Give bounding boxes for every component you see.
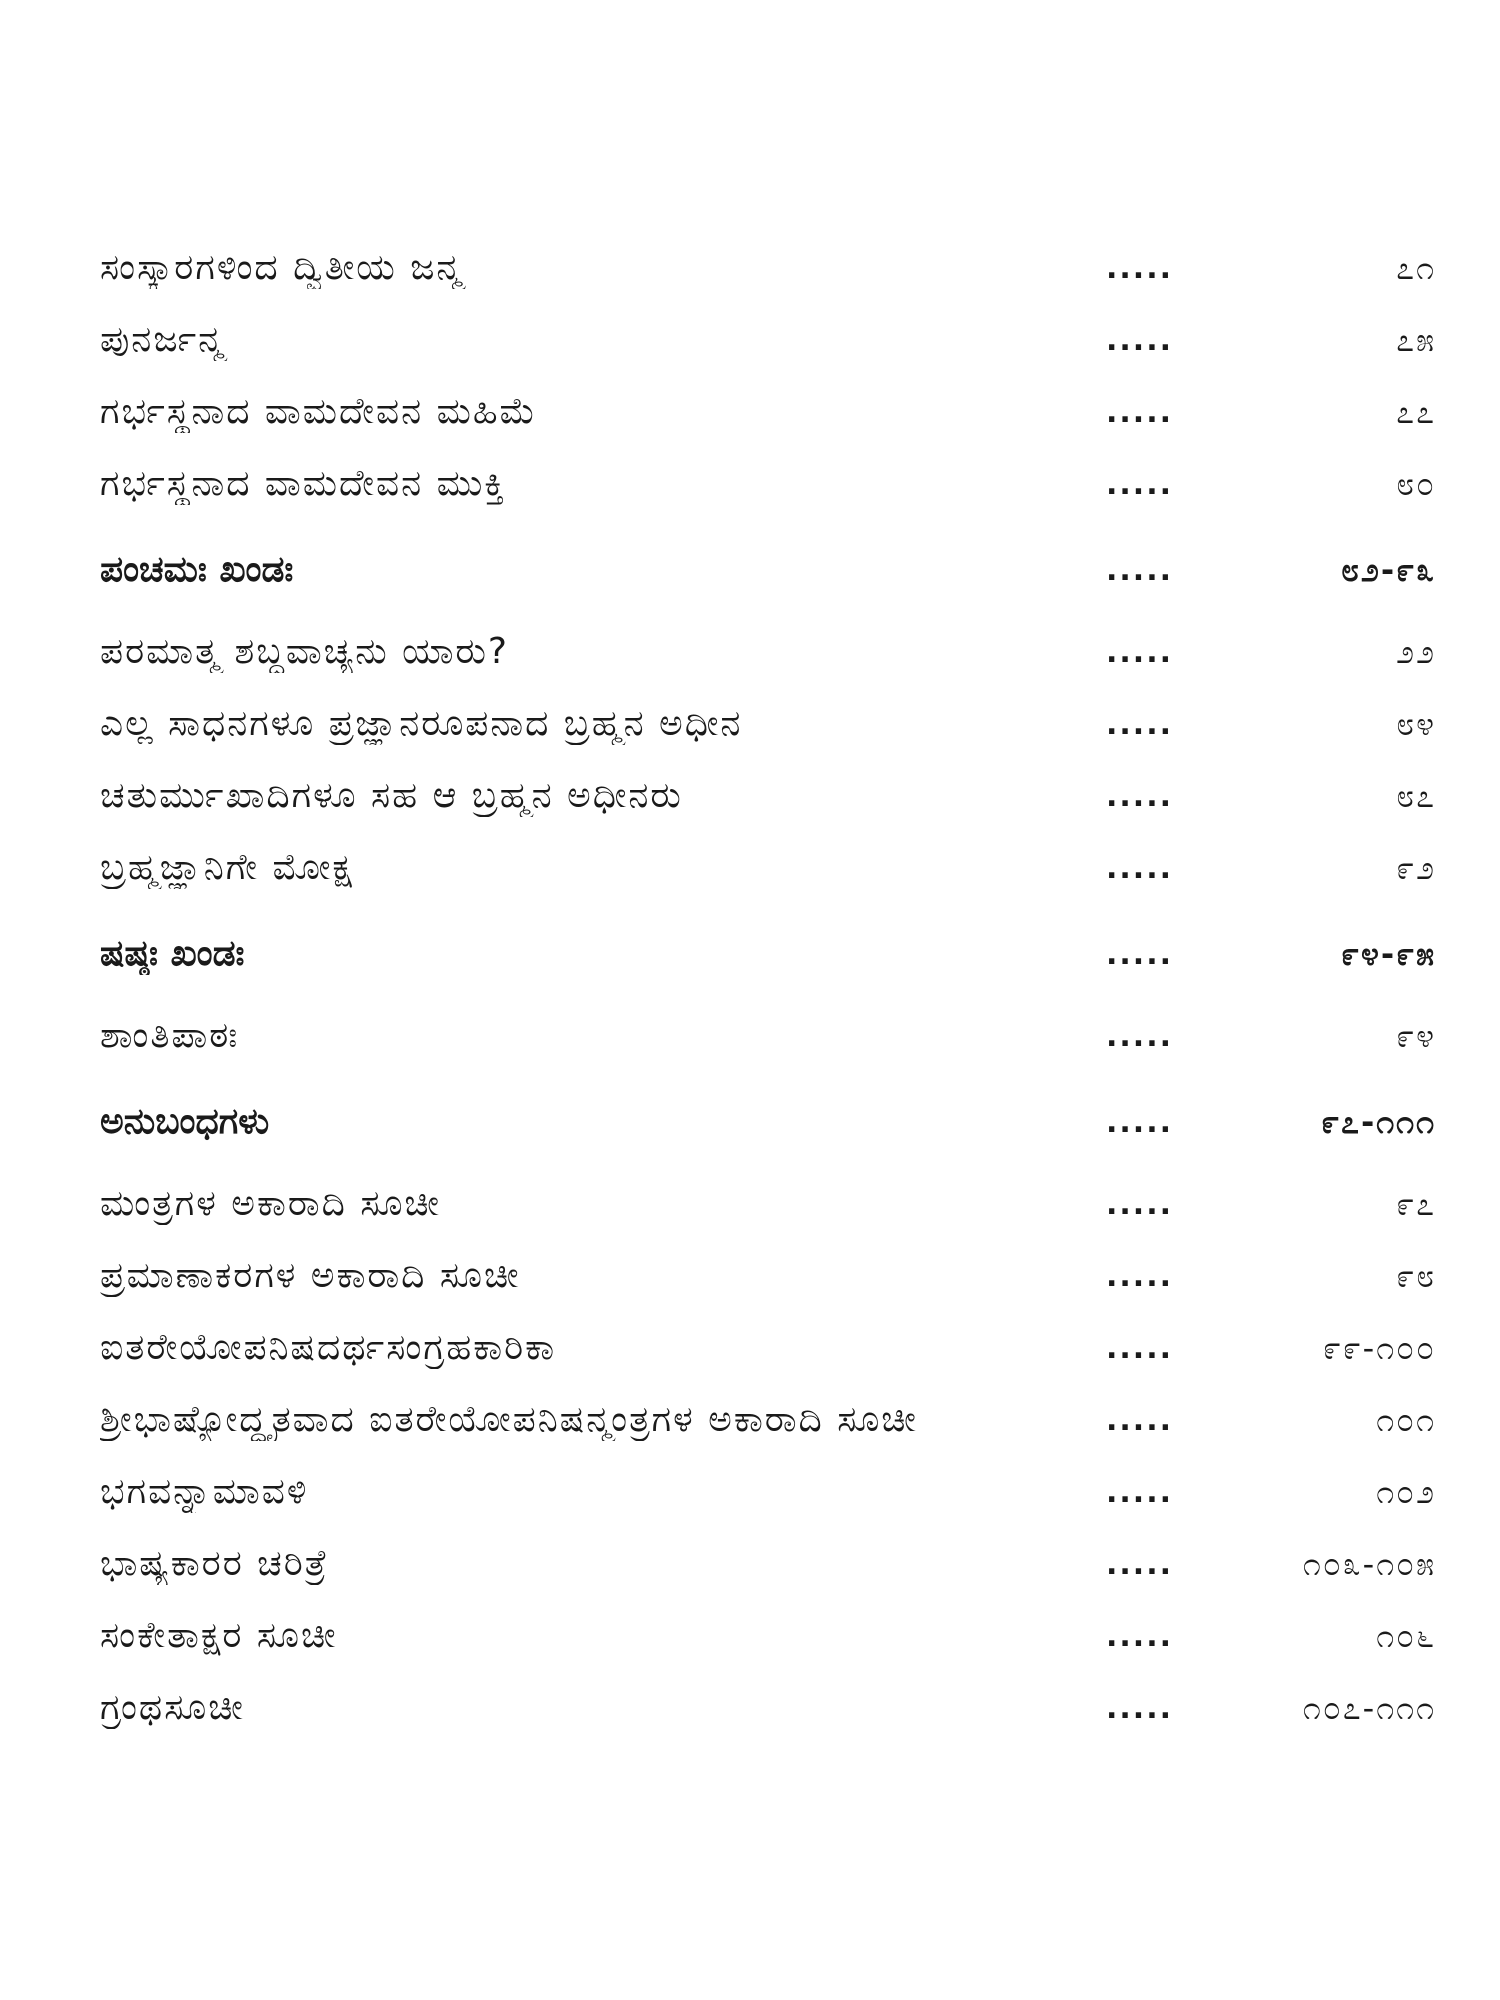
toc-dot-leader: ..... [1106,1104,1173,1140]
toc-entry [100,1168,1436,1240]
toc-page-number: ೧೦೧ [1376,1400,1436,1439]
toc-dot-leader: ..... [1106,1186,1173,1222]
toc-entry-title: ಪಂಚಮಃ ಖಂಡಃ [100,549,294,590]
toc-entry-title: ಬ್ರಹ್ಮಜ್ಞಾನಿಗೇ ಮೋಕ್ಷ [100,847,354,888]
toc-entry-title: ಅನುಬಂಧಗಳು [100,1101,270,1142]
toc-page-number: ೯೭-೧೧೧ [1321,1102,1436,1141]
toc-dot-leader: ..... [1106,1690,1173,1726]
toc-dot-leader: ..... [1106,552,1173,588]
toc-entry [100,304,1436,376]
toc-dot-leader: ..... [1106,1330,1173,1366]
toc-dot-leader: ..... [1106,1018,1173,1054]
toc-page-number: ೮೪ [1396,704,1436,743]
toc-entry-title: ಶಾಂತಿಪಾಠಃ [100,1015,240,1056]
toc-dot-leader: ..... [1106,1618,1173,1654]
toc-page-number: ೭೫ [1396,320,1436,359]
toc-page-number: ೮೭ [1396,776,1436,815]
toc-dot-leader: ..... [1106,1402,1173,1438]
toc-entry [100,1240,1436,1312]
toc-entry-title: ಮಂತ್ರಗಳ ಅಕಾರಾದಿ ಸೂಚೀ [100,1183,441,1224]
toc-entry [100,376,1436,448]
toc-page-number: ೧೦೬ [1376,1616,1436,1655]
toc-entry [100,760,1436,832]
table-of-contents [100,232,1436,1744]
toc-page-number: ೮೦ [1396,464,1436,503]
toc-page-number: ೭೧ [1396,248,1436,287]
toc-dot-leader: ..... [1106,322,1173,358]
toc-entry-title: ಪುನರ್ಜನ್ಮ [100,319,226,360]
toc-dot-leader: ..... [1106,778,1173,814]
toc-page-number: ೯೪-೯೫ [1341,934,1436,973]
toc-entry-title: ಗರ್ಭಸ್ಥನಾದ ವಾಮದೇವನ ಮುಕ್ತಿ [100,463,507,504]
toc-dot-leader: ..... [1106,394,1173,430]
toc-entry [100,232,1436,304]
toc-page-number: ೨೨ [1396,632,1436,671]
toc-dot-leader: ..... [1106,936,1173,972]
toc-entry-title: ಪ್ರಮಾಣಾಕರಗಳ ಅಕಾರಾದಿ ಸೂಚೀ [100,1255,521,1296]
toc-dot-leader: ..... [1106,706,1173,742]
toc-entry-title: ಷಷ್ಠಃ ಖಂಡಃ [100,933,245,974]
toc-page-number: ೧೦೨ [1376,1472,1436,1511]
toc-entry-title: ಎಲ್ಲ ಸಾಧನಗಳೂ ಪ್ರಜ್ಞಾನರೂಪನಾದ ಬ್ರಹ್ಮನ ಅಧೀನ [100,703,743,744]
toc-entry-title: ಸಂಸ್ಕಾರಗಳಿಂದ ದ್ವಿತೀಯ ಜನ್ಮ [100,247,464,288]
toc-entry [100,616,1436,688]
toc-dot-leader: ..... [1106,1258,1173,1294]
toc-page-number: ೭೭ [1396,392,1436,431]
toc-entry-title: ಗರ್ಭಸ್ಥನಾದ ವಾಮದೇವನ ಮಹಿಮೆ [100,391,538,432]
toc-section-heading [100,520,1436,616]
toc-page-number: ೯೭ [1396,1184,1436,1223]
toc-page-number: ೯೪ [1396,1016,1436,1055]
toc-dot-leader: ..... [1106,466,1173,502]
toc-entry-title: ಭಗವನ್ನಾಮಾವಳಿ [100,1471,309,1512]
toc-entry [100,1000,1436,1072]
toc-entry [100,1456,1436,1528]
toc-entry [100,1600,1436,1672]
toc-entry-title: ಶ್ರೀಭಾಷ್ಯೋದ್ಧೃತವಾದ ಐತರೇಯೋಪನಿಷನ್ಮಂತ್ರಗಳ ಅಕಾರಾದಿ ಸೂಚೀ [100,1399,918,1440]
toc-dot-leader: ..... [1106,1546,1173,1582]
toc-entry-title: ಭಾಷ್ಯಕಾರರ ಚರಿತ್ರೆ [100,1543,329,1584]
toc-page-number: ೯೮ [1396,1256,1436,1295]
toc-entry-title: ಐತರೇಯೋಪನಿಷದರ್ಥಸಂಗ್ರಹಕಾರಿಕಾ [100,1327,557,1368]
toc-dot-leader: ..... [1106,634,1173,670]
toc-page-number: ೯೨ [1396,848,1436,887]
toc-entry [100,1384,1436,1456]
toc-page-number: ೧೦೩-೧೦೫ [1302,1544,1436,1583]
toc-section-heading [100,1072,1436,1168]
toc-entry [100,1672,1436,1744]
toc-page-number: ೧೦೭-೧೧೧ [1302,1688,1436,1727]
toc-dot-leader: ..... [1106,850,1173,886]
toc-page-number: ೮೨-೯೩ [1341,550,1436,589]
toc-entry [100,688,1436,760]
toc-entry [100,832,1436,904]
toc-dot-leader: ..... [1106,1474,1173,1510]
toc-entry [100,448,1436,520]
toc-entry-title: ಗ್ರಂಥಸೂಚೀ [100,1687,245,1728]
toc-page-number: ೯೯-೧೦೦ [1322,1328,1436,1367]
toc-dot-leader: ..... [1106,250,1173,286]
toc-entry-title: ಚತುರ್ಮುಖಾದಿಗಳೂ ಸಹ ಆ ಬ್ರಹ್ಮನ ಅಧೀನರು [100,775,683,816]
toc-entry [100,1312,1436,1384]
toc-entry-title: ಪರಮಾತ್ಮ ಶಬ್ದವಾಚ್ಯನು ಯಾರು? [100,631,510,672]
toc-entry [100,1528,1436,1600]
toc-section-heading [100,904,1436,1000]
toc-entry-title: ಸಂಕೇತಾಕ್ಷರ ಸೂಚೀ [100,1615,338,1656]
